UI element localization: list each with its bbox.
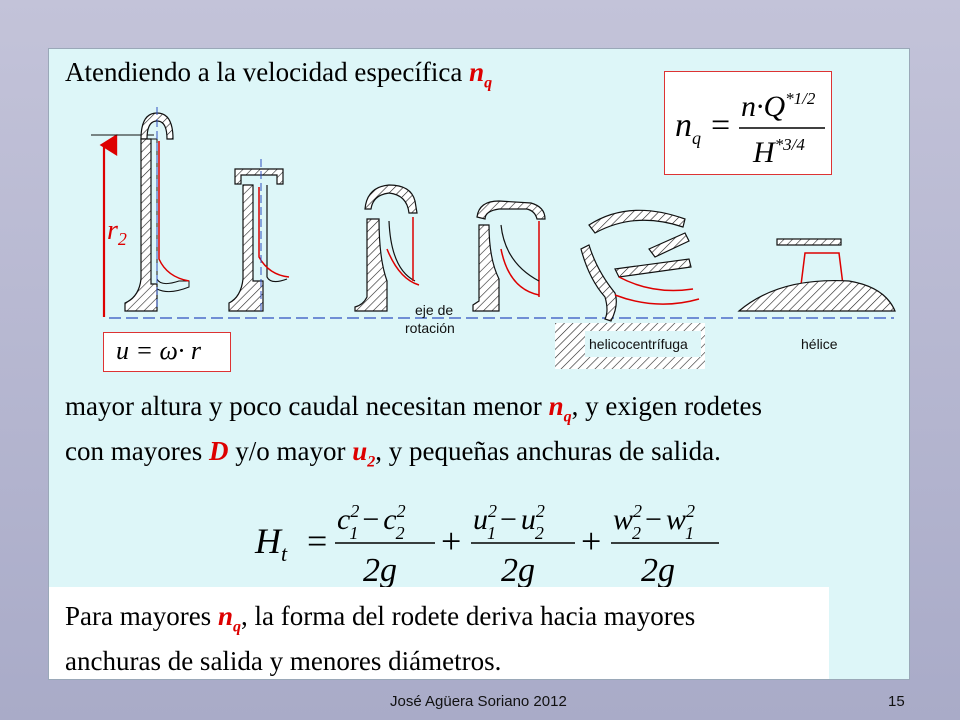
svg-text:2g: 2g [501, 552, 535, 587]
svg-text:2g: 2g [363, 552, 397, 587]
svg-text:+: + [581, 521, 602, 561]
slide-title: Atendiendo a la velocidad específica $n_q$ [65, 57, 493, 92]
slide-panel [48, 48, 910, 680]
svg-text:+: + [441, 521, 462, 561]
impeller-radial-tall [125, 107, 189, 311]
svg-text:c21−c22: $c^2$ $1 - c^2$ 2 [337, 501, 406, 543]
ht-lhs: $H_t$ [255, 521, 288, 566]
paragraph-high-head: mayor altura y poco caudal necesitan menor $n_q$, y exigen rodetes con mayores D y/o mayor $u_2$, y pequeñas anchuras de salida. [65, 391, 763, 471]
axis-label-line1: eje de [415, 302, 454, 318]
peripheral-velocity-box: u = ω· r [103, 332, 231, 372]
paragraph-conclusion: Para mayores $n_q$, la forma del rodete deriva hacia mayores anchuras de salida y menores diámetros. [65, 601, 696, 677]
impeller-radial-medium [229, 159, 289, 311]
impeller-helicocentrifugal [555, 210, 705, 369]
specific-speed-formula [664, 71, 832, 175]
svg-text:2g: 2g [641, 552, 675, 587]
euler-head-formula [245, 497, 725, 587]
svg-text:w22−w21: $w^2$ $2 - w^2$ 1 [613, 501, 695, 543]
footer-page-number: 15 [888, 693, 905, 710]
helicocentrifugal-label: helicocentrífuga [589, 336, 688, 352]
axis-label-line2: rotación [405, 320, 455, 336]
nq-numerator: $n\cdot Q^{*1/2}$ [741, 89, 816, 123]
propeller-label: hélice [801, 336, 838, 352]
impeller-propeller [739, 239, 895, 367]
impeller-radial-wide [355, 185, 419, 311]
nq-lhs: $n_q$ [675, 107, 701, 148]
nq-denominator: $H^{*3/4}$ [753, 135, 805, 169]
svg-text:=: = [307, 521, 328, 561]
nq-equals: = [711, 107, 731, 144]
r2-label: $r_2$ [107, 215, 127, 249]
footer-author: José Agüera Soriano 2012 [390, 693, 567, 710]
svg-text:u21−u22: $u^2$ $1 - u^2$ 2 [473, 501, 545, 543]
impeller-mixed-flow [473, 201, 545, 311]
